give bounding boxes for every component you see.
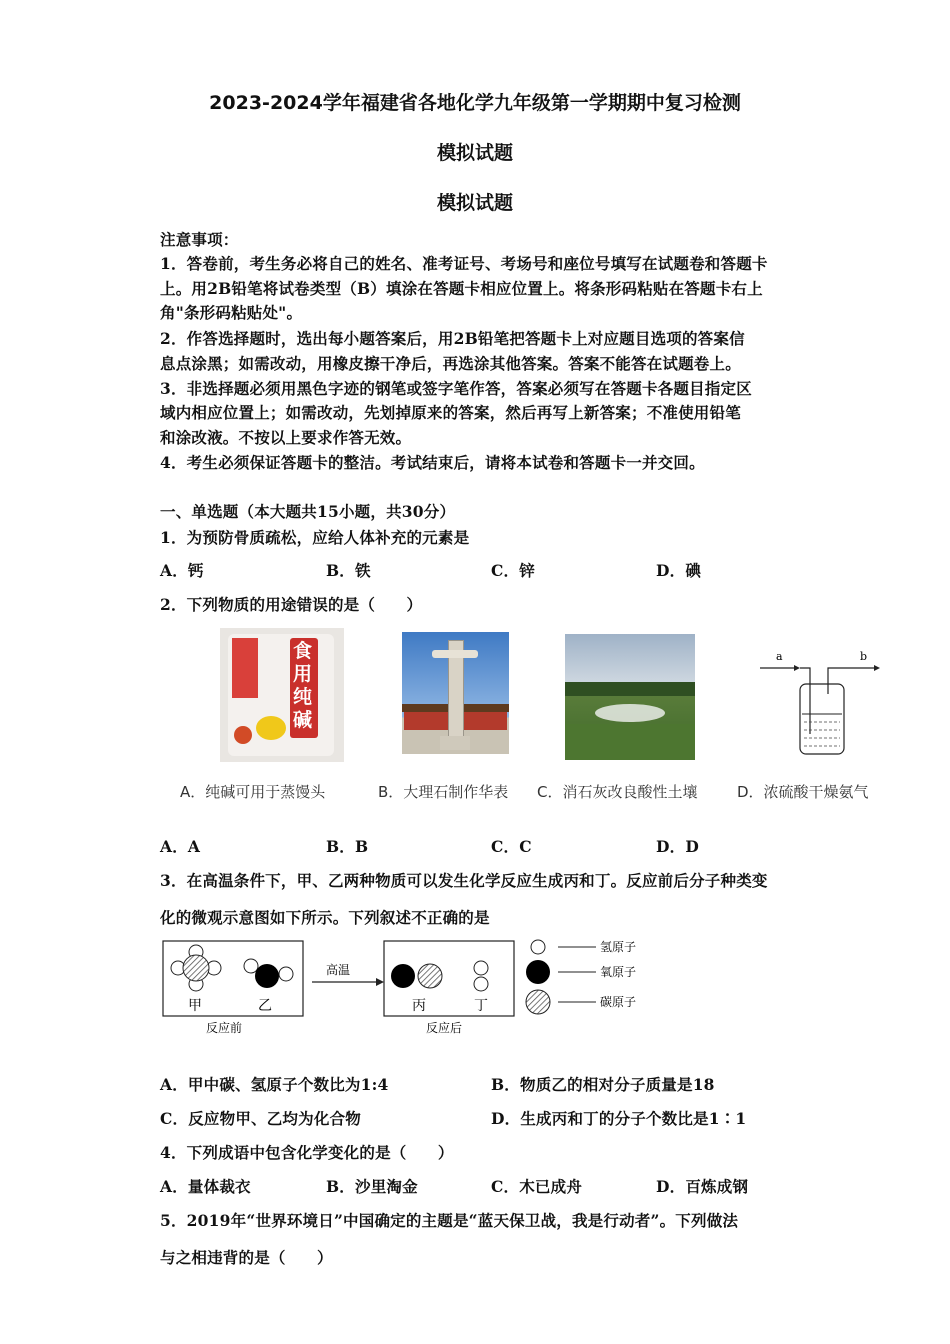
gas-bottle-diagram: [756, 648, 888, 760]
q1-option-b: B．铁: [326, 561, 371, 580]
title-line-3: 模拟试题: [436, 192, 513, 214]
label-after: 反应后: [426, 1021, 463, 1035]
field-image: [565, 634, 695, 760]
huabiao-image: [402, 632, 509, 754]
q3-stem-1: 3．在高温条件下，甲、乙两种物质可以发生化学反应生成丙和丁。反应前后分子种类变: [160, 871, 768, 890]
q5-stem-2: 与之相违背的是（ ）: [160, 1248, 333, 1267]
label-yi: 乙: [258, 998, 272, 1014]
notice-line: 角"条形码粘贴处"。: [160, 303, 303, 322]
q4-option-d: D．百炼成钢: [656, 1177, 749, 1196]
notice-line: 1．答卷前，考生务必将自己的姓名、准考证号、考场号和座位号填写在试题卷和答题卡: [160, 254, 768, 273]
label-condition: 高温: [326, 963, 351, 977]
notice-line: 和涂改液。不按以上要求作答无效。: [160, 428, 412, 447]
notice-line: 上。用2B铅笔将试卷类型（B）填涂在答题卡相应位置上。将条形码粘贴在答题卡右上: [160, 279, 763, 298]
notice-line: 域内相应位置上；如需改动，先划掉原来的答案，然后再写上新答案；不准使用铅笔: [160, 403, 741, 422]
q3-option-d: D．生成丙和丁的分子个数比是1∶1: [491, 1109, 747, 1128]
q2-option-a: A．A: [160, 837, 201, 856]
reaction-diagram: [160, 938, 660, 1040]
legend-oxygen: 氧原子: [600, 965, 637, 979]
q3-option-c: C．反应物甲、乙均为化合物: [160, 1109, 361, 1128]
q2-caption-c: C．消石灰改良酸性土壤: [537, 783, 698, 801]
notice-line: 4．考生必须保证答题卡的整洁。考试结束后，请将本试卷和答题卡一并交回。: [160, 453, 705, 472]
q4-option-a: A．量体裁衣: [160, 1177, 251, 1196]
q3-stem-2: 化的微观示意图如下所示。下列叙述不正确的是: [160, 908, 490, 927]
arrow-b-label: b: [860, 650, 868, 663]
notice-line: 3．非选择题必须用黑色字迹的钢笔或签字笔作答，答案必须写在答题卡各题目指定区: [160, 379, 752, 398]
q2-caption-a: A．纯碱可用于蒸馒头: [180, 783, 326, 801]
label-bing: 丙: [412, 998, 426, 1014]
soda-bag-image: [220, 628, 344, 762]
soda-bag-label: 食用纯碱: [293, 640, 313, 731]
section-heading: 一、单选题（本大题共15小题，共30分）: [160, 502, 456, 521]
q2-option-d: D．D: [656, 837, 699, 856]
notice-heading: 注意事项：: [160, 230, 239, 249]
q1-option-c: C．锌: [491, 561, 535, 580]
q1-stem: 1．为预防骨质疏松，应给人体补充的元素是: [160, 528, 470, 547]
q1-option-a: A．钙: [160, 561, 204, 580]
q3-option-b: B．物质乙的相对分子质量是18: [491, 1075, 715, 1094]
q5-stem-1: 5．2019年“世界环境日”中国确定的主题是“蓝天保卫战，我是行动者”。下列做法: [160, 1211, 739, 1230]
title-line-2: 模拟试题: [436, 142, 513, 164]
q2-option-b: B．B: [326, 837, 369, 856]
notice-line: 息点涂黑；如需改动，用橡皮擦干净后，再选涂其他答案。答案不能答在试题卷上。: [160, 354, 741, 373]
q3-option-a: A．甲中碳、氢原子个数比为1:4: [160, 1075, 389, 1094]
q1-option-d: D．碘: [656, 561, 702, 580]
legend-hydrogen: 氢原子: [600, 940, 637, 954]
q2-option-c: C．C: [491, 837, 532, 856]
q2-caption-b: B．大理石制作华表: [378, 783, 509, 801]
label-ding: 丁: [474, 998, 488, 1014]
label-before: 反应前: [206, 1021, 243, 1035]
q4-stem: 4．下列成语中包含化学变化的是（ ）: [160, 1143, 454, 1162]
q4-option-b: B．沙里淘金: [326, 1177, 418, 1196]
q2-caption-d: D．浓硫酸干燥氨气: [737, 783, 869, 801]
title-line-1: 2023-2024学年福建省各地化学九年级第一学期期中复习检测: [209, 92, 741, 114]
legend-carbon: 碳原子: [600, 995, 637, 1009]
label-jia: 甲: [188, 998, 202, 1014]
q2-stem: 2．下列物质的用途错误的是（ ）: [160, 595, 423, 614]
q4-option-c: C．木已成舟: [491, 1177, 583, 1196]
arrow-a-label: a: [776, 650, 783, 663]
notice-line: 2．作答选择题时，选出每小题答案后，用2B铅笔把答题卡上对应题目选项的答案信: [160, 329, 745, 348]
